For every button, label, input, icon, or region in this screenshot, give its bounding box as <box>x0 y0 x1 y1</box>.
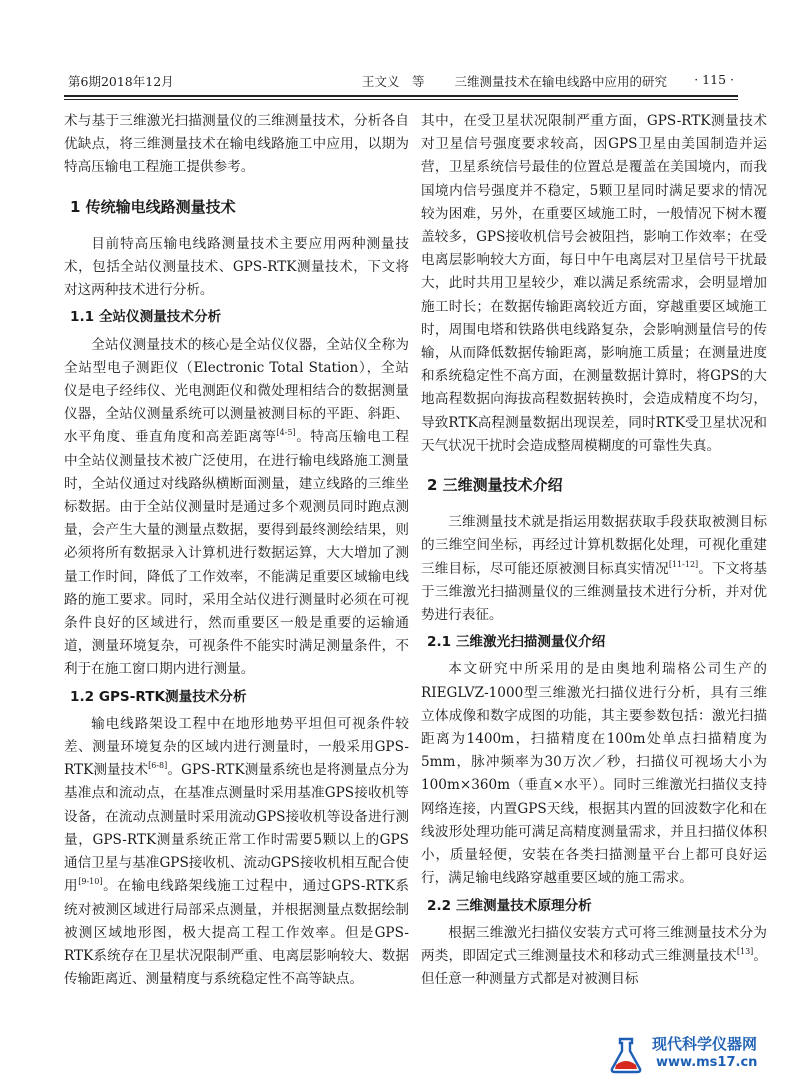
header-byline <box>362 72 667 90</box>
page-number: · 115 · <box>694 72 734 87</box>
gps-rtk-limitations-paragraph: 其中，在受卫星状况限制严重方面，GPS-RTK测量技术对卫星信号强度要求较高，因GPS卫星由美国制造并运营，卫星系统信号最佳的位置总是覆盖在美国境内，而我国境内信号强度并不稳定，5颗卫星同时满足要求的情况较为困难，另外，在重要区域施工时，一般情况下树木覆盖较多，GPS接收机信号会被阻挡，影响工作效率；在受电离层影响较大方面，每日中午电离层对卫星信号干扰最大，此时共用卫星较少，难以满足系统需求，会明显增加施工时长；在数据传输距离较近方面，穿越重要区域施工时，周围电塔和铁路供电线路复杂，会影响测量信号的传输，从而降低数据传输距离，影响施工质量；在测量进度和系统稳定性不高方面，在测量数据计算时，将GPS的大地高程数据向海拔高程数据转换时，会造成精度不均匀，导致RTK高程测量数据出现误差，同时RTK受卫星状况和天气状况干扰时会造成整周模糊度的可靠性失真。 <box>421 113 767 454</box>
gps-rtk-paragraph: 输电线路架设工程中在地形地势平坦但可视条件较差、测量环境复杂的区域内进行测量时，一般采用GPS-RTK测量技术[6-8]。GPS-RTK测量系统也是将测量点分为基准点和流动点，在基准点测量时采用基准GPS接收机等设备，在流动点测量时采用流动GPS接收机等设备进行测量，GPS-RTK测量系统正常工作时需要5颗以上的GPS通信卫星与基准GPS接收机、流动GPS接收机相互配合使用[9-10]。在输电线路架线施工过程中，通过GPS-RTK系统对被测区域进行局部采点测量，并根据测量点数据绘制被测区域地形图，极大提高工程工作效率。但是GPS-RTK系统存在卫星状况限制严重、电离层影响较大、数据传输距离近、测量精度与系统稳定性不高等缺点。 <box>64 715 409 988</box>
section-1-intro: 目前特高压输电线路测量技术主要应用两种测量技术，包括全站仪测量技术、GPS-RTK测量技术，下文将对这两种技术进行分析。 <box>64 235 409 299</box>
header-title: 三维测量技术在输电线路中应用的研究 <box>454 74 668 89</box>
subsection-2-2-heading: 2.2 三维测量技术原理分析 <box>427 897 592 914</box>
right-column <box>421 110 767 991</box>
citation: [11-12] <box>668 559 699 569</box>
subsection-1-2-heading: 1.2 GPS-RTK测量技术分析 <box>70 688 247 705</box>
total-station-paragraph: 全站仪测量技术的核心是全站仪仪器，全站仪全称为全站型电子测距仪（Electronic Total Station），全站仪是电子经纬仪、光电测距仪和微处理相结合的数据测量仪器，全站仪测量系统可以测量被测目标的平距、斜距、水平角度、垂直角度和高差距离等[4-5]。特高压输电工程中全站仪测量技术被广泛使用，在进行输电线路施工测量时，全站仪通过对线路纵横断面测量，建立线路的三维坐标数据。由于全站仪测量时是通过多个观测员同时跑点测量，会产生大量的测量点数据，要得到最终测绘结果，则必须将所有数据录入计算机进行数据运算，大大增加了测量工作时间，降低了工作效率，不能满足重要区域输电线路的施工要求。同时，采用全站仪进行测量时必须在可视条件良好的区域进行，然而重要区一般是重要的运输通道，测量环境复杂，可视条件不能实时满足测量条件，不利于在施工窗口期内进行测量。 <box>64 336 410 678</box>
watermark-title: 现代科学仪器网 <box>652 1035 758 1053</box>
header-rule-thick <box>64 95 738 97</box>
header-rule-thin <box>64 99 738 100</box>
laser-scanner-paragraph: 本文研究中所采用的是由奥地利瑞格公司生产的RIEGLVZ-1000型三维激光扫描仪进行分析，具有三维立体成像和数字成图的功能，其主要参数包括：激光扫描距离为1400m，扫描精度在100m处单点扫描精度为5mm，脉冲频率为30万次／秒，扫描仪可视场大小为100m×360m（垂直×水平）。同时三维激光扫描仪支持网络连接，内置GPS天线，根据其内置的回波数字化和在线波形处理功能可满足高精度测量需求，并且扫描仪体积小，质量轻便，安装在各类扫描测量平台上都可良好运行，满足输电线路穿越重要区域的施工需求。 <box>421 661 767 887</box>
running-header <box>64 68 738 94</box>
citation: [13] <box>736 946 754 956</box>
principle-paragraph: 根据三维激光扫描仪安装方式可将三维测量技术分为两类，即固定式三维测量技术和移动式三维测量技术[13]。但任意一种测量方式都是对被测目标 <box>421 924 768 988</box>
section-2-heading: 2 三维测量技术介绍 <box>427 476 563 495</box>
left-column <box>64 110 409 991</box>
citation: [9-10] <box>78 877 103 887</box>
section-1-heading: 1 传统输电线路测量技术 <box>70 197 236 216</box>
flask-logo-icon <box>606 1035 646 1075</box>
section-2-intro: 三维测量技术就是指运用数据获取手段获取被测目标的三维空间坐标，再经过计算机数据化处理，可视化重建三维目标，尽可能还原被测目标真实情况[11-12]。下文将基于三维激光扫描测量仪的三维测量技术进行分析，并对优势进行表征。 <box>421 514 768 624</box>
watermark-url[interactable]: www.ms17.cn <box>656 1055 758 1070</box>
issue-date: 第6期2018年12月 <box>68 74 174 89</box>
intro-paragraph-end: 术与基于三维激光扫描测量仪的三维测量技术，分析各自优缺点，将三维测量技术在输电线路施工中应用，以期为特高压输电工程施工提供参考。 <box>64 113 409 176</box>
site-watermark <box>604 1029 794 1079</box>
subsection-1-1-heading: 1.1 全站仪测量技术分析 <box>70 309 222 326</box>
citation: [4-5] <box>276 428 296 438</box>
citation: [6-8] <box>148 761 168 771</box>
subsection-2-1-heading: 2.1 三维激光扫描测量仪介绍 <box>427 634 606 651</box>
header-authors: 王文义 等 <box>362 74 425 89</box>
